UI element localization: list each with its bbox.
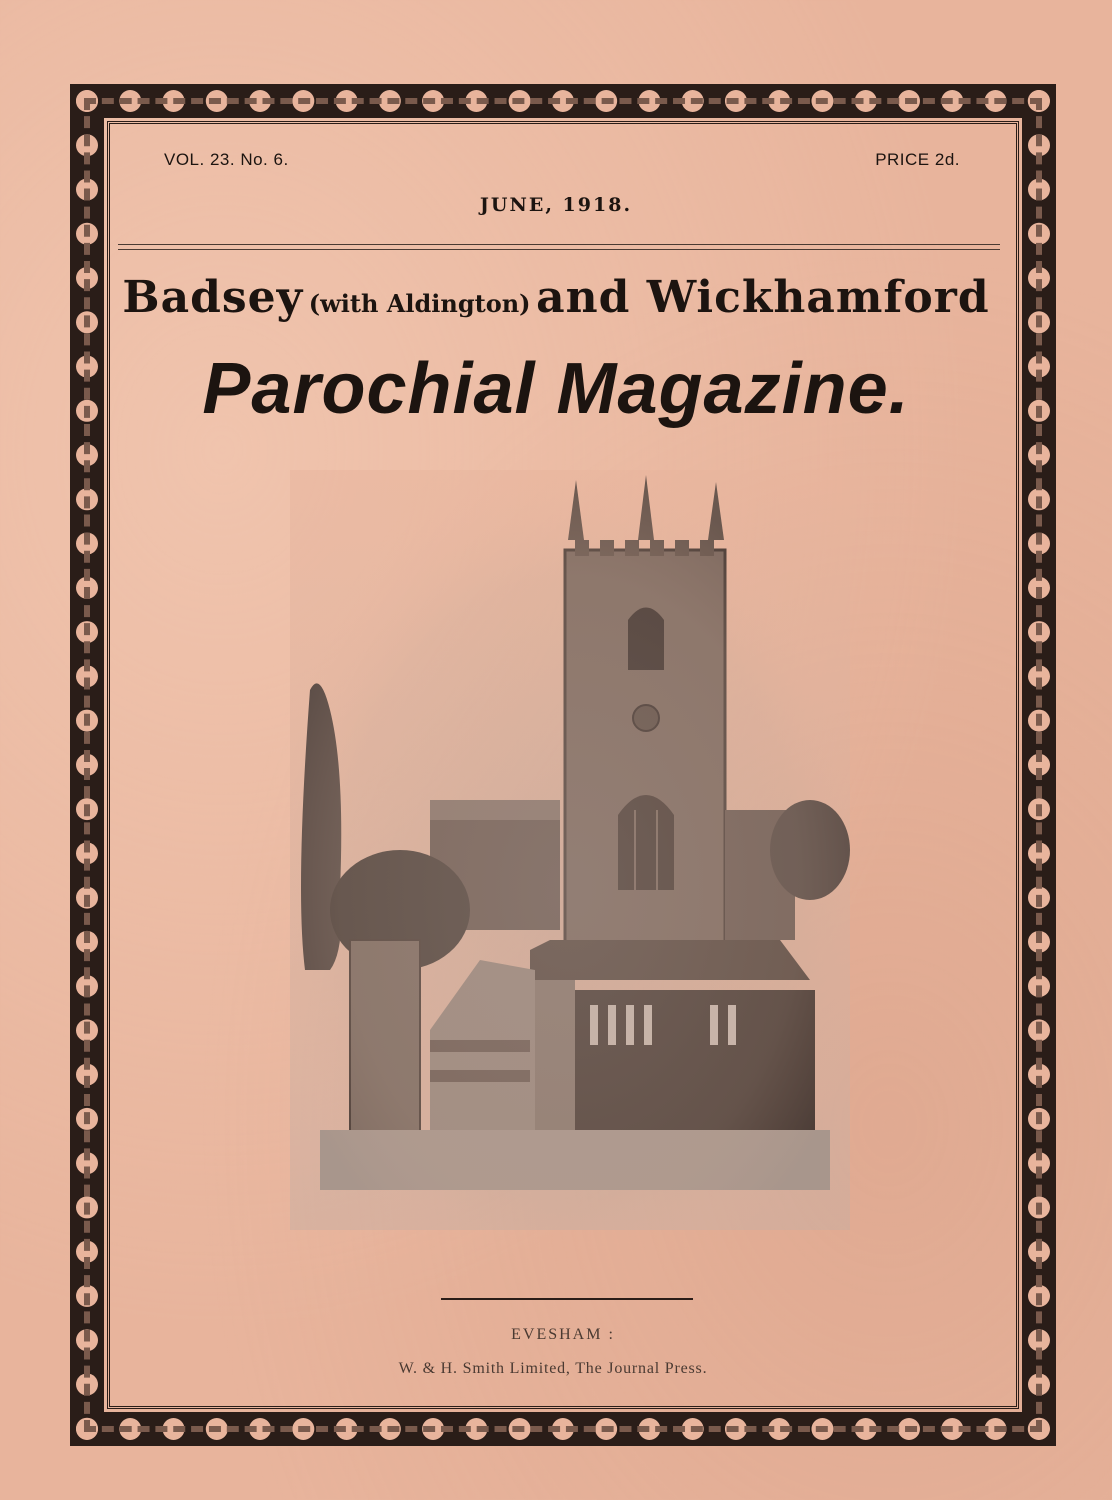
issue-date: JUNE, 1918. bbox=[479, 194, 633, 216]
title-aldington: (with Aldington) bbox=[308, 289, 531, 318]
magazine-subtitle: Parochial Magazine. bbox=[202, 349, 910, 429]
volume-number: VOL. 23. No. 6. bbox=[164, 150, 289, 169]
magazine-title bbox=[0, 272, 1112, 323]
header-divider bbox=[118, 244, 1000, 250]
title-wickhamford: and Wickhamford bbox=[536, 272, 990, 323]
footer-divider bbox=[441, 1298, 693, 1300]
price-label: PRICE 2d. bbox=[875, 150, 960, 169]
publisher-line: W. & H. Smith Limited, The Journal Press. bbox=[398, 1360, 708, 1377]
church-photograph bbox=[290, 470, 850, 1230]
publication-place: EVESHAM : bbox=[511, 1326, 615, 1343]
title-badsey: Badsey bbox=[122, 272, 304, 323]
